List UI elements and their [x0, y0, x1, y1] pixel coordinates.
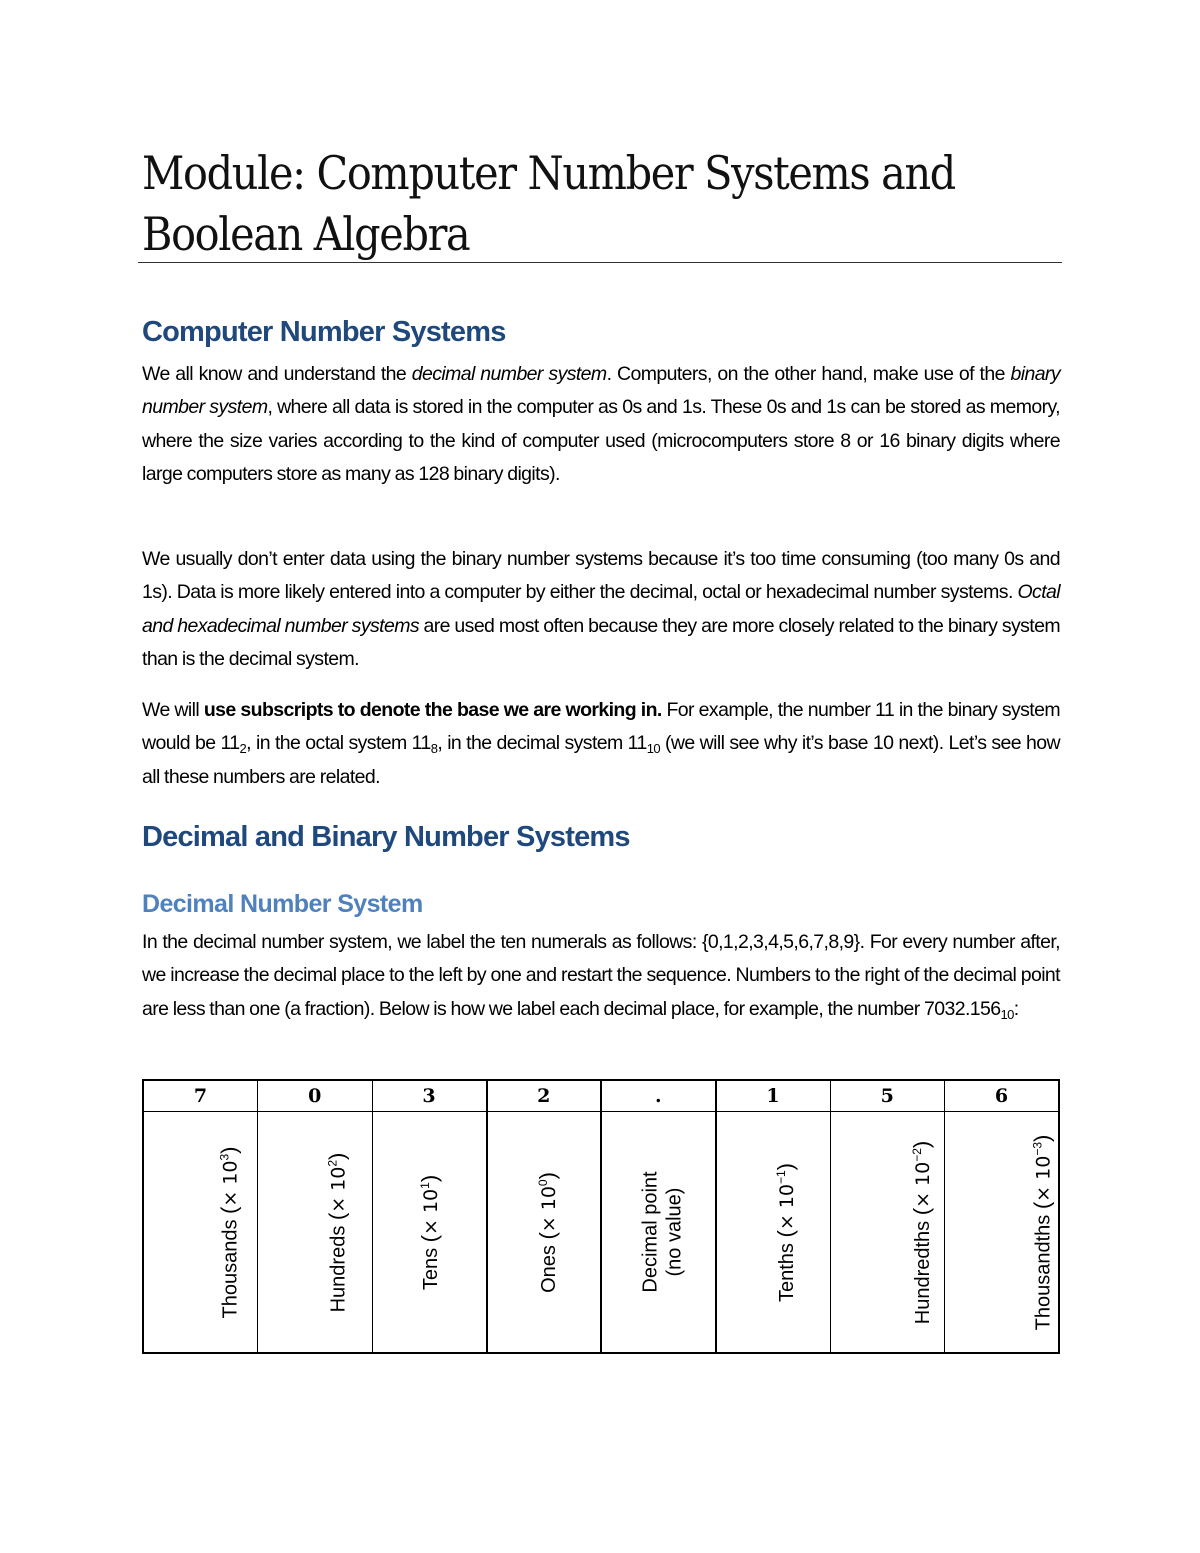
digit-cell: 7: [143, 1080, 258, 1112]
paragraph-subscripts: We will use subscripts to denote the base we are working in. For example, the number 11 in the binary system would be $11_2$, in the octal system $11_8$, in the decimal system $11_{10}$ (we will see why it’s base 10 next). Let’s see how all these numbers are related.: [142, 699, 1061, 788]
heading-computer-number-systems: Computer Number Systems: [142, 316, 506, 348]
place-label-cell: Thousands (× $10^3$): [143, 1112, 258, 1354]
place-label-cell: Tenths (× $10^{-1}$): [716, 1112, 831, 1354]
heading-decimal-and-binary: Decimal and Binary Number Systems: [142, 821, 630, 853]
digit-cell: 5: [830, 1080, 945, 1112]
paragraph-data-entry: We usually don’t enter data using the binary number systems because it’s too time consuming (too many 0s and 1s). Data is more likely entered into a computer by either the decimal, octal or hexadecimal number systems. Octal and hexadecimal number systems are used most often because they are more closely related to the binary system than is the decimal system.: [142, 548, 1061, 670]
place-label-cell: Thousandths (× $10^{-3}$): [945, 1112, 1060, 1354]
digit-row: [143, 1080, 1059, 1112]
paragraph-intro: We all know and understand the decimal number system. Computers, on the other hand, make use of the binary number system, where all data is stored in the computer as 0s and 1s. These 0s and 1s can be stored as memory, where the size varies according to the kind of computer used (microcomputers store 8 or 16 binary digits where large computers store as many as 128 binary digits).: [142, 363, 1060, 485]
digit-cell: 2: [487, 1080, 602, 1112]
place-value-table: [142, 1079, 1060, 1354]
digit-cell: .: [601, 1080, 716, 1112]
digit-cell: 1: [716, 1080, 831, 1112]
title-divider: [138, 262, 1062, 263]
document-title: [142, 143, 970, 265]
label-row: [143, 1112, 1059, 1354]
heading-decimal-number-system: Decimal Number System: [142, 890, 423, 918]
paragraph-decimal-system: In the decimal number system, we label the ten numerals as follows: {0,1,2,3,4,5,6,7,8,9}. For every number after, we increase the decimal place to the left by one and restart the sequence. Numbers to the right of the decimal point are less than one (a fraction). Below is how we label each decimal place, for example, the number $7032.156_{10}$:: [142, 931, 1060, 1022]
title-line-2: Boolean Algebra: [142, 207, 470, 261]
digit-cell: 0: [258, 1080, 373, 1112]
title-line-1: Module: Computer Number Systems and: [142, 146, 955, 200]
place-label-cell: Tens (× $10^1$): [372, 1112, 487, 1354]
place-label-cell: Hundreds (× $10^2$): [258, 1112, 373, 1354]
digit-cell: 6: [945, 1080, 1060, 1112]
place-label-cell: Ones (× $10^0$): [487, 1112, 602, 1354]
place-label-cell: Hundredths (× $10^{-2}$): [830, 1112, 945, 1354]
digit-cell: 3: [372, 1080, 487, 1112]
place-label-cell: Decimal point (no value): [601, 1112, 716, 1354]
